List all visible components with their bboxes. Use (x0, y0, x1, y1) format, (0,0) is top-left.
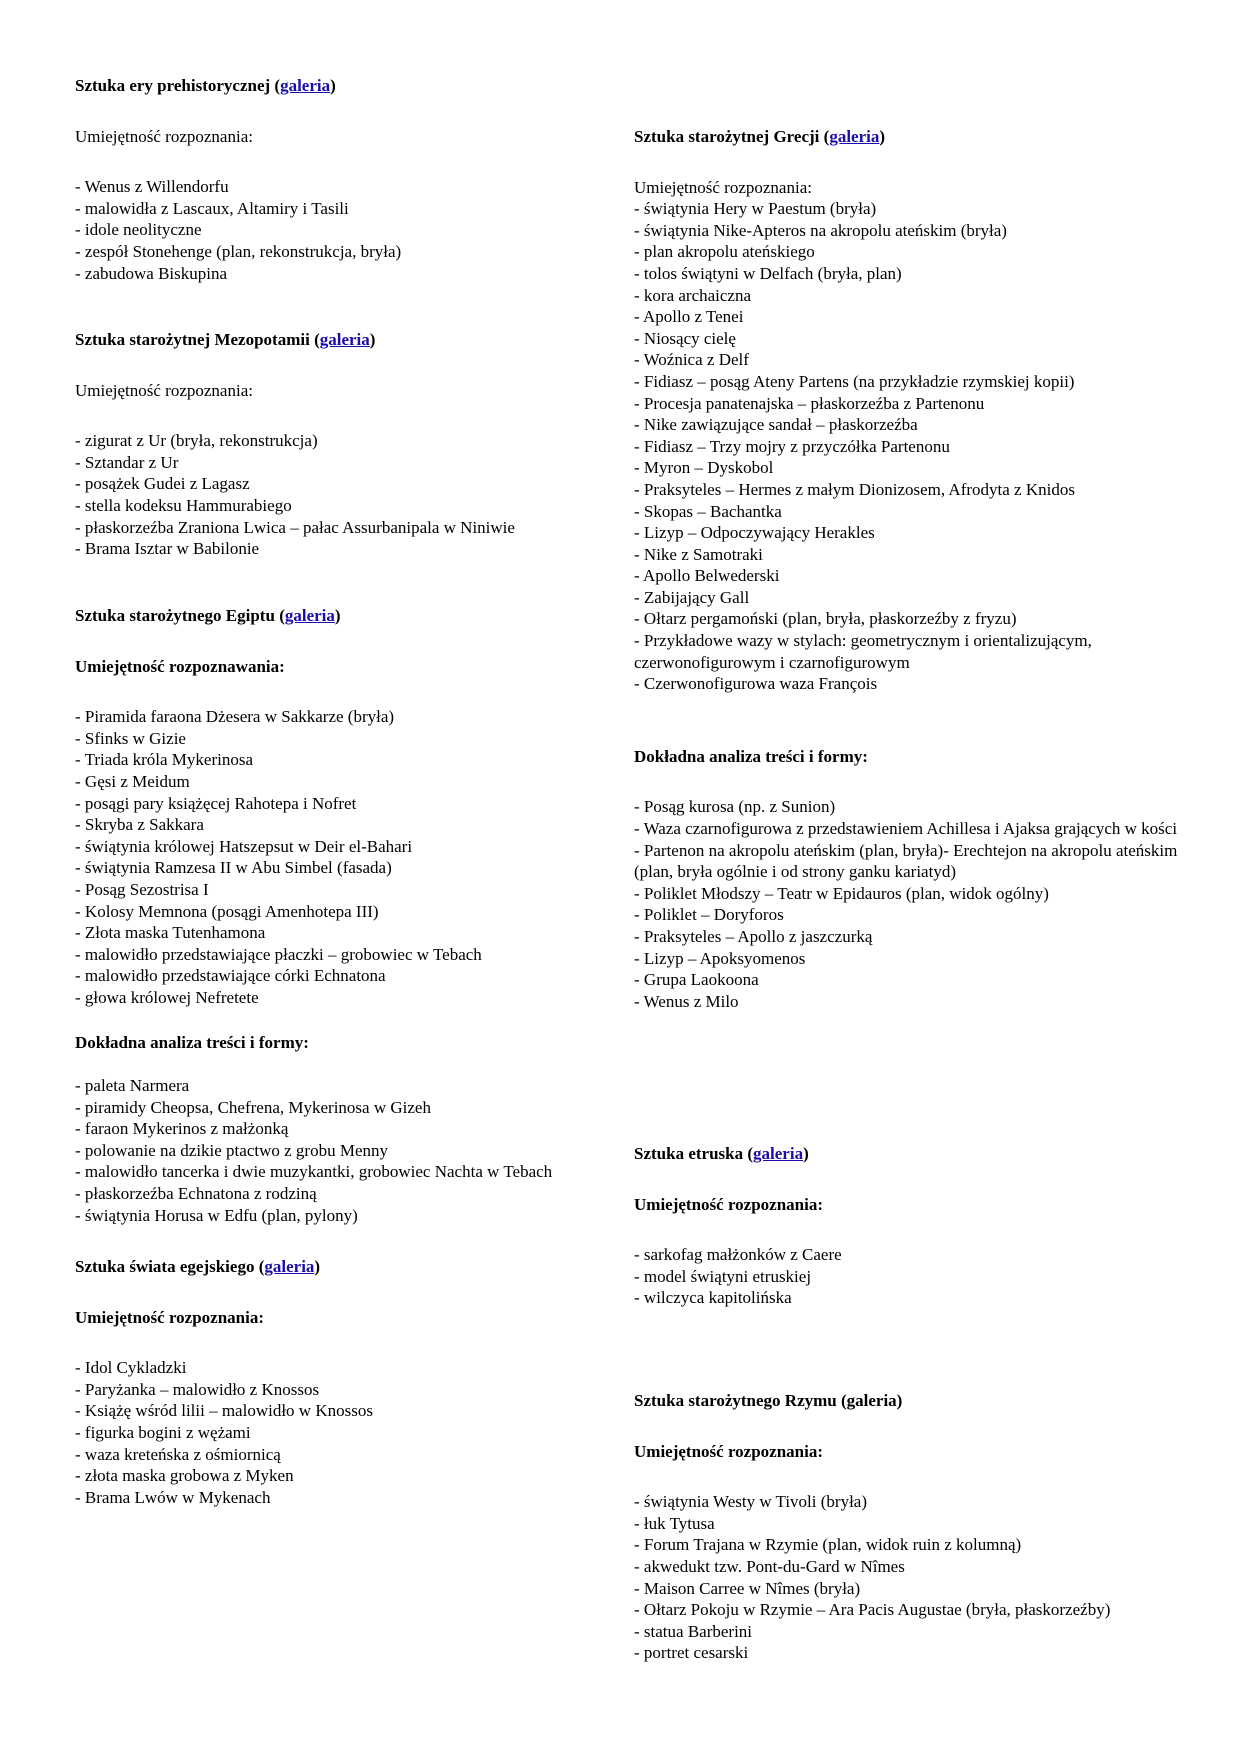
list-item: - faraon Mykerinos z małżonką (75, 1119, 289, 1139)
list-item: - świątynia Ramzesa II w Abu Simbel (fasada) (75, 858, 392, 878)
analysis-list (634, 796, 1194, 1012)
section-mesopotamia (75, 329, 575, 560)
list-item: - akwedukt tzw. Pont-du-Gard w Nîmes (634, 1556, 905, 1576)
list-item: - Posąg kurosa (np. z Sunion) (634, 797, 836, 817)
list-item: - Skryba z Sakkara (75, 815, 204, 835)
list-item: - Procesja panatenajska – płaskorzeźba z Partenonu (634, 393, 985, 413)
list-item: - Triada króla Mykerinosa (75, 750, 254, 770)
list-item: - tolos świątyni w Delfach (bryła, plan) (634, 263, 902, 283)
list-item: - Poliklet – Doryforos (634, 905, 784, 925)
list-item: - świątynia królowej Hatszepsut w Deir el-Bahari (75, 836, 413, 856)
list-item: - Woźnica z Delf (634, 350, 749, 370)
list-item: - świątynia Horusa w Edfu (plan, pylony) (75, 1205, 358, 1225)
list-item: - model świątyni etruskiej (634, 1266, 812, 1286)
list-item: - stella kodeksu Hammurabiego (75, 495, 292, 515)
section-title: Sztuka ery prehistorycznej (galeria) (75, 76, 336, 95)
section-title: Sztuka świata egejskiego (galeria) (75, 1257, 321, 1276)
list-item: - zigurat z Ur (bryła, rekonstrukcja) (75, 431, 318, 451)
list-item: - statua Barberini (634, 1621, 753, 1641)
list-item: - Niosący cielę (634, 328, 736, 348)
gallery-link[interactable]: galeria (264, 1257, 315, 1276)
list-item: - Nike zawiązujące sandał – płaskorzeźba (634, 415, 918, 435)
list-item: - Praksyteles – Hermes z małym Dionizosem, Afrodyta z Knidos (634, 479, 1075, 499)
list-item: - Apollo Belwederski (634, 566, 780, 586)
gallery-link[interactable]: galeria (829, 127, 880, 146)
section-rome (634, 1390, 1194, 1664)
list-item: - Lizyp – Apoksyomenos (634, 948, 806, 968)
list-item: - Sfinks w Gizie (75, 728, 186, 748)
section-title: Sztuka starożytnej Grecji (galeria) (634, 127, 886, 146)
list-item: - malowidło przedstawiające płaczki – grobowiec w Tebach (75, 944, 482, 964)
section-greece (634, 126, 1194, 1012)
list-item: - Poliklet Młodszy – Teatr w Epidauros (plan, widok ogólny) (634, 883, 1049, 903)
list-item: - Zabijający Gall (634, 587, 750, 607)
list-item: - Ołtarz pergamoński (plan, bryła, płaskorzeźby z fryzu) (634, 609, 1017, 629)
list-item: - Skopas – Bachantka (634, 501, 782, 521)
recognition-label: Umiejętność rozpoznania: (634, 177, 812, 197)
list-item: - głowa królowej Nefretete (75, 987, 259, 1007)
gallery-link[interactable]: galeria (280, 76, 331, 95)
list-item: - malowidła z Lascaux, Altamiry i Tasili (75, 198, 349, 218)
list-item: - łuk Tytusa (634, 1513, 715, 1533)
list-item: - Sztandar z Ur (75, 452, 179, 472)
list-item: - malowidło tancerka i dwie muzykantki, grobowiec Nachta w Tebach (75, 1162, 553, 1182)
list-item: - Ołtarz Pokoju w Rzymie – Ara Pacis Augustae (bryła, płaskorzeźby) (634, 1600, 1111, 1620)
list-item: - Partenon na akropolu ateńskim (plan, bryła)- Erechtejon na akropolu ateńskim (plan, bryła ogólnie i od strony ganku kariatyd) (634, 840, 1178, 882)
list-item: - Fidiasz – Trzy mojry z przyczółka Partenonu (634, 436, 950, 456)
list-item: - Nike z Samotraki (634, 544, 763, 564)
list-item: - Gęsi z Meidum (75, 771, 190, 791)
section-egypt (75, 605, 575, 1226)
list-item: - Forum Trajana w Rzymie (plan, widok ruin z kolumną) (634, 1535, 1022, 1555)
recognition-label: Umiejętność rozpoznania: (75, 126, 253, 146)
list-item: - idole neolityczne (75, 220, 202, 240)
list-item: - złota maska grobowa z Myken (75, 1466, 294, 1486)
list-item: - zabudowa Biskupina (75, 263, 228, 283)
section-etruscan (634, 1143, 1194, 1309)
list-item: - figurka bogini z wężami (75, 1422, 251, 1442)
item-list (634, 198, 1194, 695)
section-prehistoric (75, 75, 575, 284)
list-item: - świątynia Westy w Tivoli (bryła) (634, 1492, 868, 1512)
list-item: - polowanie na dzikie ptactwo z grobu Menny (75, 1140, 388, 1160)
list-item: - Maison Carree w Nîmes (bryła) (634, 1578, 861, 1598)
list-item: - plan akropolu ateńskiego (634, 242, 815, 262)
list-item: - Kolosy Memnona (posągi Amenhotepa III) (75, 901, 379, 921)
section-title: Sztuka starożytnego Rzymu (galeria) (634, 1391, 903, 1410)
list-item: - Wenus z Milo (634, 991, 739, 1011)
list-item: - kora archaiczna (634, 285, 752, 305)
analysis-label: Dokładna analiza treści i formy: (634, 746, 868, 766)
list-item: - Książę wśród lilii – malowidło w Knossos (75, 1401, 373, 1421)
list-item: - zespół Stonehenge (plan, rekonstrukcja, bryła) (75, 241, 402, 261)
list-item: - Złota maska Tutenhamona (75, 923, 266, 943)
list-item: - Grupa Laokoona (634, 970, 759, 990)
list-item: - świątynia Nike-Apteros na akropolu ateńskim (bryła) (634, 220, 1007, 240)
item-list (75, 706, 575, 1008)
list-item: - Piramida faraona Dżesera w Sakkarze (bryła) (75, 707, 395, 727)
recognition-label: Umiejętność rozpoznania: (634, 1441, 824, 1461)
list-item: - Brama Isztar w Babilonie (75, 539, 260, 559)
item-list (634, 1244, 1194, 1309)
list-item: - piramidy Cheopsa, Chefrena, Mykerinosa w Gizeh (75, 1097, 431, 1117)
list-item: - posągi pary książęcej Rahotepa i Nofret (75, 793, 357, 813)
analysis-label: Dokładna analiza treści i formy: (75, 1032, 309, 1052)
gallery-link[interactable]: galeria (753, 1144, 804, 1163)
list-item: - Lizyp – Odpoczywający Herakles (634, 523, 875, 543)
recognition-label: Umiejętność rozpoznania: (75, 380, 253, 400)
section-title: Sztuka starożytnego Egiptu (galeria) (75, 606, 341, 625)
gallery-link[interactable]: galeria (319, 330, 370, 349)
list-item: - Fidiasz – posąg Ateny Partens (na przykładzie rzymskiej kopii) (634, 371, 1075, 391)
item-list (75, 1357, 575, 1508)
list-item: - płaskorzeźba Echnatona z rodziną (75, 1184, 317, 1204)
item-list (75, 176, 575, 284)
list-item: - Czerwonofigurowa waza François (634, 674, 878, 694)
recognition-label: Umiejętność rozpoznania: (75, 1307, 265, 1327)
list-item: - Brama Lwów w Mykenach (75, 1487, 271, 1507)
section-aegean (75, 1256, 575, 1508)
list-item: - Myron – Dyskobol (634, 458, 774, 478)
list-item: - Waza czarnofigurowa z przedstawieniem Achillesa i Ajaksa grających w kości (634, 819, 1178, 839)
list-item: - wilczyca kapitolińska (634, 1288, 792, 1308)
list-item: - waza kreteńska z ośmiornicą (75, 1444, 281, 1464)
item-list (634, 1491, 1194, 1664)
list-item: - Praksyteles – Apollo z jaszczurką (634, 927, 873, 946)
list-item: - Paryżanka – malowidło z Knossos (75, 1379, 320, 1399)
list-item: - płaskorzeźba Zraniona Lwica – pałac Assurbanipala w Niniwie (75, 517, 515, 537)
list-item: - świątynia Hery w Paestum (bryła) (634, 199, 877, 219)
analysis-list (75, 1075, 575, 1226)
recognition-label: Umiejętność rozpoznania: (634, 1194, 824, 1214)
list-item: - portret cesarski (634, 1643, 749, 1663)
list-item: - Posąg Sezostrisa I (75, 879, 209, 899)
gallery-link[interactable]: galeria (284, 606, 335, 625)
section-title: Sztuka etruska (galeria) (634, 1144, 809, 1163)
list-item: - malowidło przedstawiające córki Echnatona (75, 966, 386, 986)
list-item: - Przykładowe wazy w stylach: geometrycznym i orientalizującym, czerwonofigurowym i czarnofigurowym (634, 631, 1092, 672)
item-list (75, 430, 575, 560)
recognition-label: Umiejętność rozpoznawania: (75, 656, 285, 676)
list-item: - paleta Narmera (75, 1076, 190, 1096)
section-title: Sztuka starożytnej Mezopotamii (galeria) (75, 330, 376, 349)
list-item: - Apollo z Tenei (634, 307, 744, 327)
list-item: - Wenus z Willendorfu (75, 177, 229, 197)
list-item: - Idol Cykladzki (75, 1358, 187, 1378)
list-item: - posążek Gudei z Lagasz (75, 474, 250, 494)
list-item: - sarkofag małżonków z Caere (634, 1245, 842, 1265)
